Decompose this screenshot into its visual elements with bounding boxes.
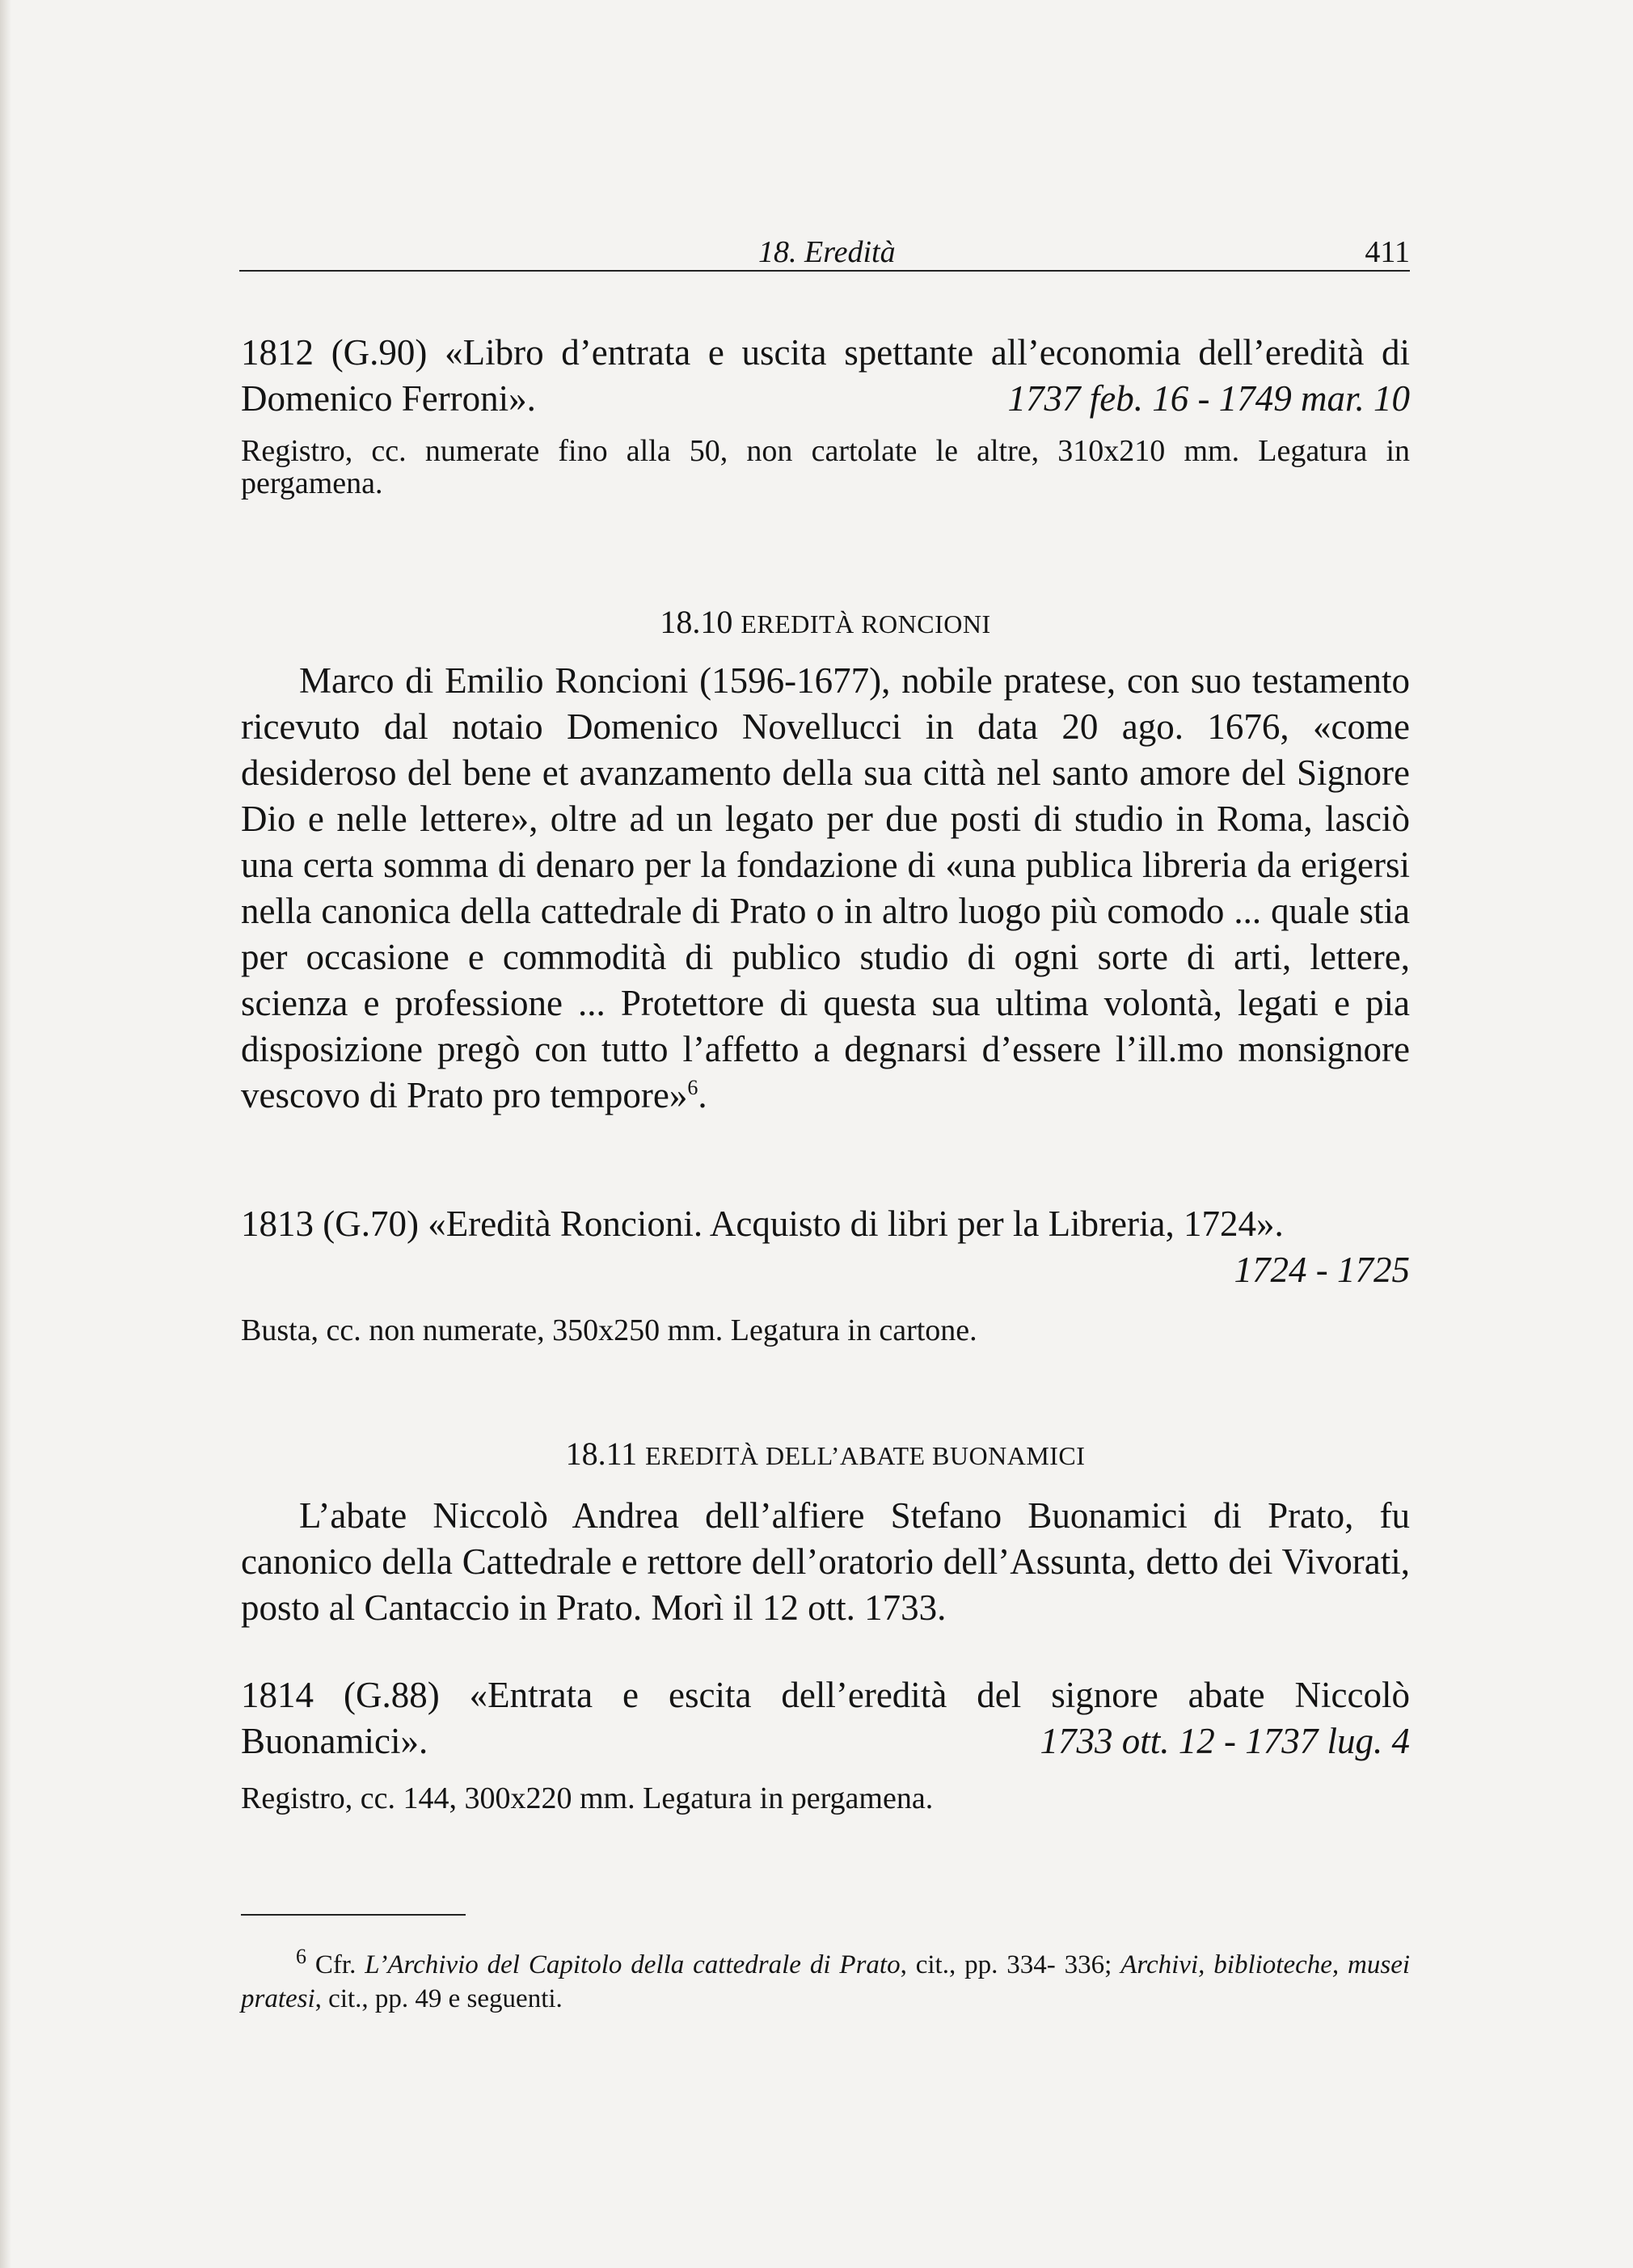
page-edge-shadow [0, 0, 11, 2268]
entry-1812-text [241, 330, 1410, 422]
section-18-11-number: 18.11 [565, 1435, 638, 1472]
entry-1813-date-line [241, 1247, 1410, 1293]
section-18-11-paragraph: L’abate Niccolò Andrea dell’alfiere Stefano Buonamici di Prato, fu canonico della Cattedrale e rettore dell’oratorio dell’Assunta, detto dei Vivorati, posto al Cantaccio in Prato. Morì il 12 ott. 1733. [241, 1495, 1410, 1628]
section-18-11-body [241, 1493, 1410, 1631]
footnote-number: 6 [296, 1945, 306, 1968]
entry-1814-date: 1733 ott. 12 - 1737 lug. 4 [1040, 1721, 1410, 1761]
section-18-10-title: EREDITÀ RONCIONI [741, 609, 991, 639]
section-18-10-number: 18.10 [660, 604, 733, 640]
running-header [239, 234, 1410, 272]
entry-1813 [241, 1201, 1410, 1347]
entry-1814-description: Registro, cc. 144, 300x220 mm. Legatura in pergamena. [241, 1781, 934, 1815]
entry-1814-text [241, 1672, 1410, 1764]
section-18-10-paragraph-text: Marco di Emilio Roncioni (1596-1677), nobile pratese, con suo testamento ricevuto dal notaio Domenico Novellucci in data 20 ago. 1676, «come desideroso del bene et avanzamento della sua città nel santo amore del Signore Dio e nelle lettere», oltre ad un legato per due posti di studio in Roma, lasciò una certa somma di denaro per la fondazione di «una publica libreria da erigersi nella canonica della cattedrale di Prato o in altro luogo più comodo ... quale stia per occasione e commodità di publico studio di ogni sorte di arti, lettere, scienza e professione ... Protettore di questa sua ultima volontà, legati e pia disposizione pregò con tutto l’affetto a degnarsi d’essere l’ill.mo monsignore vescovo di Prato pro tempore» [241, 660, 1410, 1115]
footnote-title-2: Archivi, biblioteche, musei pratesi [241, 1950, 1411, 2013]
entry-1812-date: 1737 feb. 16 - 1749 mar. 10 [1007, 378, 1410, 419]
footnote-prefix: Cfr. [314, 1950, 357, 1979]
footnote-rule [241, 1914, 466, 1916]
entry-1813-description: Busta, cc. non numerate, 350x250 mm. Legatura in cartone. [241, 1313, 977, 1347]
entry-1813-title: 1813 (G.70) «Eredità Roncioni. Acquisto di libri per la Libreria, 1724». [241, 1204, 1284, 1244]
section-18-10-paragraph: Marco di Emilio Roncioni (1596-1677), nobile pratese, con suo testamento ricevuto dal notaio Domenico Novellucci in data 20 ago. 1676, «come desideroso del bene et avanzamento della sua città nel santo amore del Signore Dio e nelle lettere», oltre ad un legato per due posti di studio in Roma, lasciò una certa somma di denaro per la fondazione di «una publica libreria da erigersi nella canonica della cattedrale di Prato o in altro luogo più comodo ... quale stia per occasione e commodità di publico studio di ogni sorte di arti, lettere, scienza e professione ... Protettore di questa sua ultima volontà, legati e pia disposizione pregò con tutto l’affetto a degnarsi d’essere l’ill.mo monsignore vescovo di Prato pro tempore»$^6$. [241, 660, 1410, 1115]
entry-1814-title: 1814 (G.88) «Entrata e escita dell’eredità del signore abate Niccolò Buonamici». [241, 1675, 1410, 1761]
entry-1814 [241, 1672, 1410, 1815]
section-18-10-heading [241, 603, 1410, 641]
entry-1812-title: 1812 (G.90) «Libro d’entrata e uscita spettante all’economia dell’eredità di Domenico Ferroni». [241, 332, 1410, 419]
header-title: 18. Eredità [758, 235, 896, 269]
footnote-6 [241, 1945, 1411, 2016]
footnote-title-1: L’Archivio del Capitolo della cattedrale di Prato [365, 1950, 901, 1979]
section-18-11-heading [241, 1435, 1410, 1473]
section-18-10-body [241, 658, 1410, 1119]
footnote-suffix: , cit., pp. 49 e seguenti. [314, 1984, 563, 2013]
footnote-ref-6[interactable]: 6 [687, 1076, 698, 1099]
section-18-11-title: EREDITÀ DELL’ABATE BUONAMICI [645, 1441, 1086, 1470]
page-number: 411 [1365, 235, 1410, 269]
entry-1812 [241, 330, 1410, 500]
footnote-middle: , cit., pp. 334- 336; [900, 1950, 1112, 1979]
entry-1812-description: Registro, cc. numerate fino alla 50, non cartolate le altre, 310x210 mm. Legatura in pergamena. [241, 434, 1410, 500]
entry-1813-date: 1724 - 1725 [1234, 1250, 1410, 1290]
